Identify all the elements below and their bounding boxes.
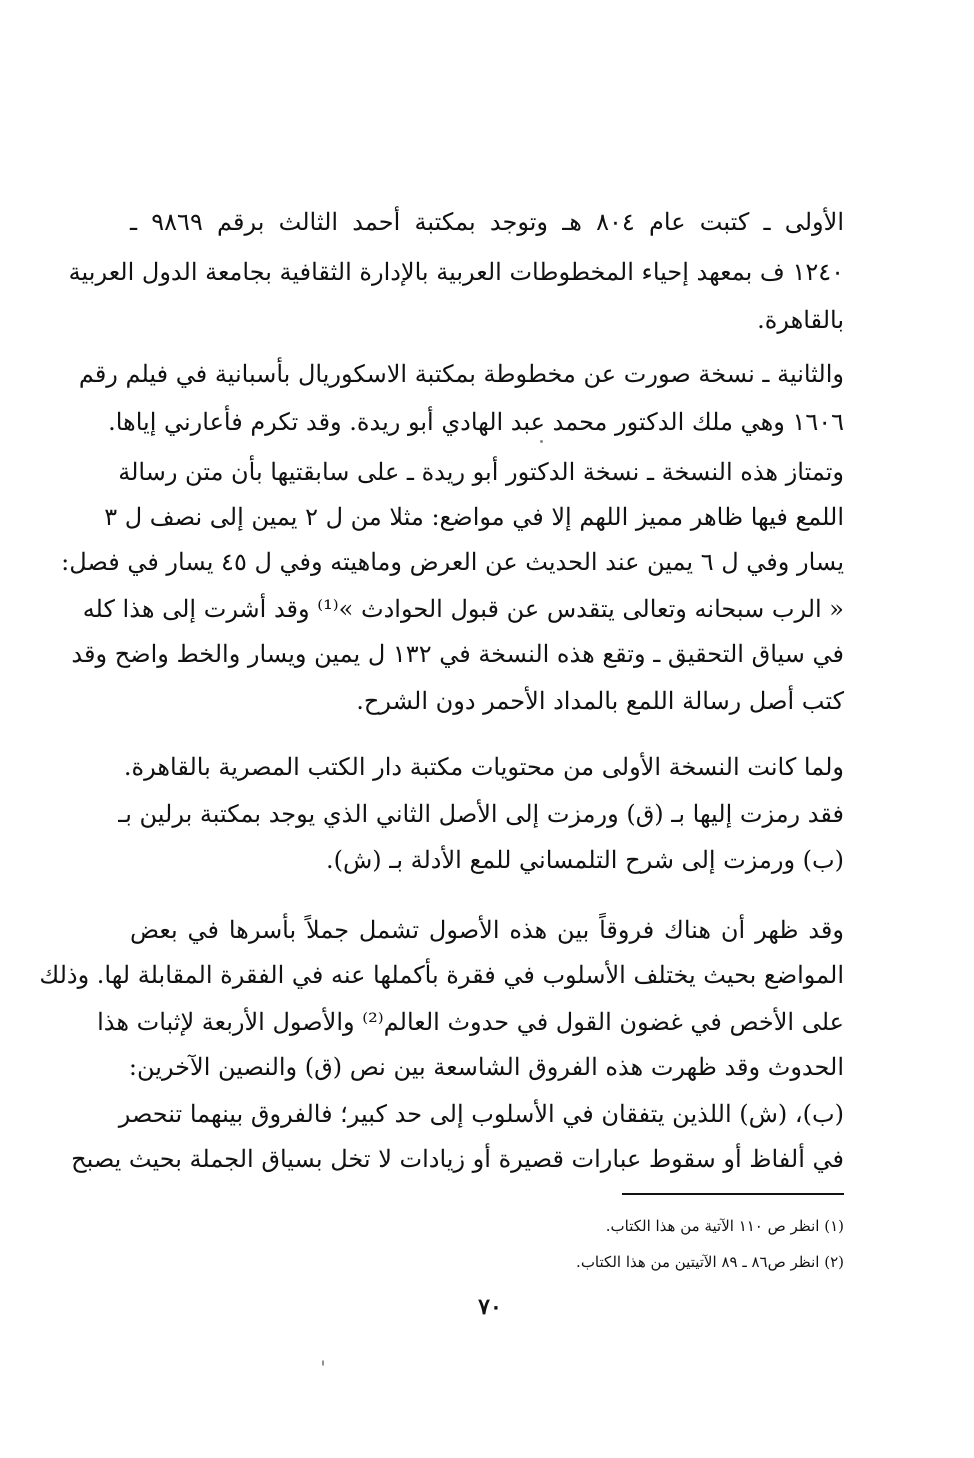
- text-line: الأولى ـ كتبت عام ٨٠٤ هـ وتوجد بمكتبة أحمد الثالث برقم ٩٨٦٩ ـ: [130, 208, 844, 236]
- text-line: ١٦٠٦ وهي ملك الدكتور محمد عبد الهادي أبو ريدة. وقد تكرم فأعارني إياها.: [108, 408, 844, 436]
- text-line: « الرب سبحانه وتعالى يتقدس عن قبول الحوادث »⁽¹⁾ وقد أشرت إلى هذا كله: [82, 595, 844, 623]
- text-line: وقد ظهر أن هناك فروقاً بين هذه الأصول تشمل جملاً بأسرها في بعض: [130, 916, 844, 944]
- text-line: اللمع فيها ظاهر مميز اللهم إلا في مواضع: مثلا من ل ٢ يمين إلى نصف ل ٣: [104, 503, 844, 531]
- text-line: فقد رمزت إليها بـ (ق) ورمزت إلى الأصل الثاني الذي يوجد بمكتبة برلين بـ: [118, 800, 844, 828]
- text-line: بالقاهرة.: [757, 306, 844, 334]
- text-line: (ب) ورمزت إلى شرح التلمساني للمع الأدلة بـ (ش).: [326, 846, 844, 874]
- text-line: المواضع بحيث يختلف الأسلوب في فقرة بأكملها عنه في الفقرة المقابلة لها. وذلك: [39, 961, 844, 989]
- text-line: في سياق التحقيق ـ وتقع هذه النسخة في ١٣٢ ل يمين ويسار والخط واضح وقد: [71, 640, 844, 668]
- text-line: على الأخص في غضون القول في حدوث العالم⁽²⁾ والأصول الأربعة لإثبات هذا: [97, 1008, 844, 1036]
- footnote-2: (٢) انظر ص٨٦ ـ ٨٩ الآتيتين من هذا الكتاب.: [576, 1253, 844, 1271]
- scan-speck: [322, 1360, 324, 1366]
- footnote-divider: [622, 1193, 844, 1195]
- text-line: (ب)، (ش) اللذين يتفقان في الأسلوب إلى حد كبير؛ فالفروق بينهما تنحصر: [118, 1100, 844, 1128]
- scan-speck: [540, 440, 543, 443]
- text-line: ولما كانت النسخة الأولى من محتويات مكتبة دار الكتب المصرية بالقاهرة.: [123, 753, 844, 781]
- text-line: وتمتاز هذه النسخة ـ نسخة الدكتور أبو ريدة ـ على سابقتيها بأن متن رسالة: [118, 458, 844, 486]
- page-number: ٧٠: [478, 1294, 502, 1320]
- text-line: والثانية ـ نسخة صورت عن مخطوطة بمكتبة الاسكوريال بأسبانية في فيلم رقم: [78, 360, 844, 388]
- footnote-1: (١) انظر ص ١١٠ الآتية من هذا الكتاب.: [605, 1217, 844, 1235]
- text-line: الحدوث وقد ظهرت هذه الفروق الشاسعة بين نص (ق) والنصين الآخرين:: [128, 1053, 844, 1081]
- text-line: كتب أصل رسالة اللمع بالمداد الأحمر دون الشرح.: [356, 687, 844, 715]
- text-line: في ألفاظ أو سقوط عبارات قصيرة أو زيادات لا تخل بسياق الجملة بحيث يصبح: [71, 1145, 844, 1173]
- text-line: ١٢٤٠ ف بمعهد إحياء المخطوطات العربية بالإدارة الثقافية بجامعة الدول العربية: [68, 258, 844, 286]
- text-line: يسار وفي ل ٦ يمين عند الحديث عن العرض وماهيته وفي ل ٤٥ يسار في فصل:: [61, 548, 844, 576]
